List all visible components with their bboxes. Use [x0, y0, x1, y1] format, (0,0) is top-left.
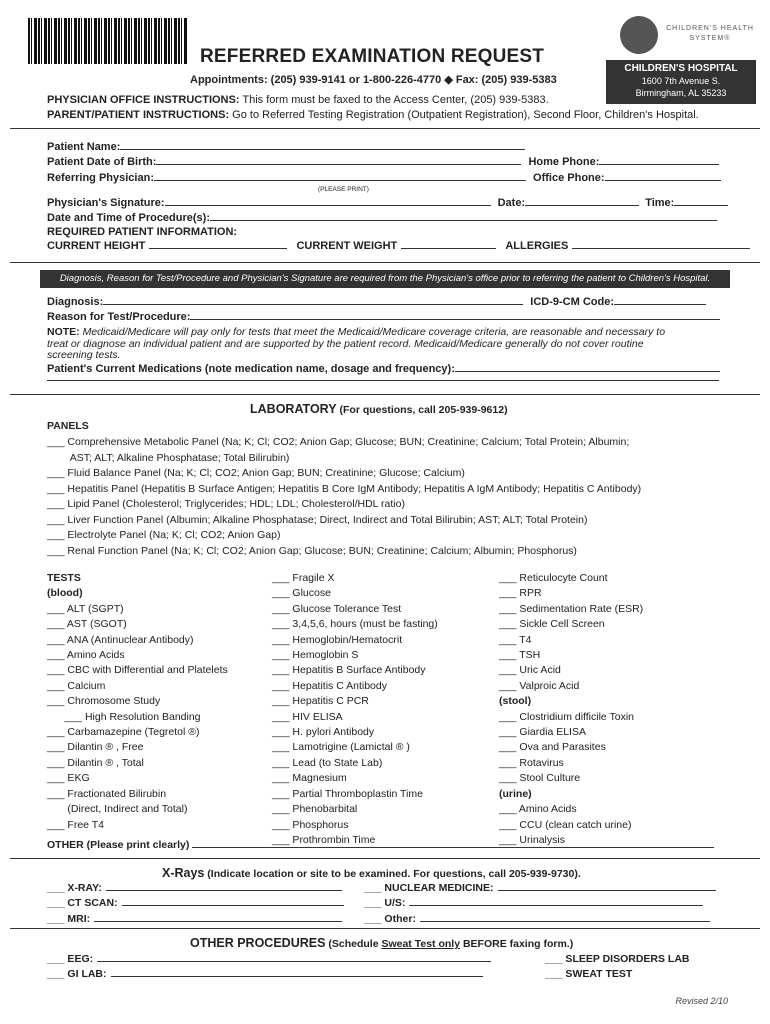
test-item[interactable]: ___ 3,4,5,6, hours (must be fasting)	[272, 618, 438, 631]
xray-right-column: ___ NUCLEAR MEDICINE: ___ U/S: ___ Other:	[364, 881, 716, 927]
other-procedures-heading: OTHER PROCEDURES (Schedule Sweat Test only BEFORE faxing form.)	[190, 936, 574, 950]
dob-row: Patient Date of Birth: Home Phone:	[47, 156, 719, 168]
test-item[interactable]: ___ Fractionated Bilirubin	[47, 787, 167, 800]
test-item[interactable]: ___ Phosphorus	[272, 818, 349, 831]
barcode	[28, 18, 188, 64]
medications-row: Patient's Current Medications (note medication name, dosage and frequency):	[47, 363, 720, 375]
test-item[interactable]: ___ Carbamazepine (Tegretol ®)	[47, 726, 200, 739]
divider	[10, 394, 760, 395]
referring-row: Referring Physician: Office Phone:	[47, 172, 721, 184]
logo-text: CHILDREN'S HEALTH SYSTEM®	[666, 25, 754, 42]
test-item[interactable]: ___ Uric Acid	[499, 664, 561, 677]
ct-scan-field[interactable]	[122, 905, 344, 906]
other-field[interactable]	[192, 847, 714, 848]
referring-physician-field[interactable]	[154, 180, 526, 181]
test-item[interactable]: ___ Hepatitis C PCR	[272, 695, 369, 708]
test-item[interactable]: ___ High Resolution Banding	[47, 710, 201, 723]
reason-row: Reason for Test/Procedure:	[47, 311, 720, 323]
test-item[interactable]: ___ HIV ELISA	[272, 710, 343, 723]
other-imaging-field[interactable]	[420, 921, 710, 922]
panel-item[interactable]: ___ Electrolyte Panel (Na; K; Cl; CO2; Anion Gap)	[47, 529, 281, 541]
test-item[interactable]: ___ Rotavirus	[499, 756, 564, 769]
test-item[interactable]: ___ Free T4	[47, 818, 105, 831]
test-item[interactable]: ___ Sedimentation Rate (ESR)	[499, 602, 644, 615]
test-item[interactable]: ___ T4	[499, 633, 532, 646]
medicaid-note: NOTE: Medicaid/Medicare will pay only for tests that meet the Medicaid/Medicare coverage criteria, are reasonable and necessary to treat or diagnose an individual patient and are supported by the patient record. Medicaid/Medicare generally do not cover routine screening tests.	[47, 326, 666, 361]
mri-field[interactable]	[94, 921, 342, 922]
test-item[interactable]: ___ Hemoglobin/Hematocrit	[272, 633, 403, 646]
panel-item[interactable]: ___ Renal Function Panel (Na; K; Cl; CO2; Anion Gap; Glucose; BUN; Creatinine; Calcium; Albumin; Phosphorus)	[47, 544, 577, 557]
measurements-row: CURRENT HEIGHT CURRENT WEIGHT ALLERGIES	[47, 240, 750, 252]
urine-label: (urine)	[499, 787, 532, 800]
revision-note: Revised 2/10	[675, 996, 728, 1006]
reason-field[interactable]	[190, 319, 720, 320]
medications-field[interactable]	[455, 371, 720, 372]
dob-field[interactable]	[156, 164, 521, 165]
panels-list	[47, 435, 641, 559]
test-item[interactable]: ___ Reticulocyte Count	[499, 572, 608, 584]
xray-left-column: ___ X-RAY: ___ CT SCAN: ___ MRI:	[47, 881, 344, 927]
other-row: OTHER (Please print clearly)	[47, 839, 714, 851]
test-item[interactable]: ___ EKG	[47, 772, 90, 785]
test-item[interactable]: ___ Prothrombin Time	[272, 833, 376, 846]
test-item[interactable]: ___ RPR	[499, 587, 542, 600]
tests-column-3	[499, 571, 643, 848]
diagnosis-field[interactable]	[103, 304, 523, 305]
test-item[interactable]: ___ Fragile X	[272, 572, 335, 584]
panel-item[interactable]: ___ Fluid Balance Panel (Na; K; Cl; CO2; Anion Gap; BUN; Creatinine; Glucose; Calcium)	[47, 467, 465, 479]
medications-line-2[interactable]	[47, 380, 719, 381]
test-item[interactable]: ___ Sickle Cell Screen	[499, 618, 605, 631]
eeg-field[interactable]	[97, 961, 491, 962]
test-item[interactable]: ___ Glucose	[272, 587, 331, 600]
hospital-name: CHILDREN'S HOSPITAL	[624, 63, 738, 74]
allergies-field[interactable]	[572, 248, 750, 249]
tests-column-1	[47, 571, 228, 833]
test-item[interactable]: ___ Giardia ELISA	[499, 726, 586, 739]
panel-item: AST; ALT; Alkaline Phosphatase; Total Bilirubin)	[47, 451, 290, 464]
test-item-note: (Direct, Indirect and Total)	[47, 803, 188, 816]
procedure-date-field[interactable]	[210, 220, 717, 221]
divider	[10, 928, 760, 929]
test-item[interactable]: ___ CBC with Differential and Platelets	[47, 664, 228, 677]
signature-field[interactable]	[165, 205, 491, 206]
xray-heading: X-Rays (Indicate location or site to be examined. For questions, call 205-939-9730).	[162, 866, 581, 880]
parent-instructions: PARENT/PATIENT INSTRUCTIONS: Go to Referred Testing Registration (Outpatient Registration), Second Floor, Children's Hospital.	[47, 109, 699, 121]
time-field[interactable]	[674, 205, 728, 206]
panel-item[interactable]: ___ Lipid Panel (Cholesterol; Triglycerides; HDL; LDL; Cholesterol/HDL ratio)	[47, 498, 405, 510]
test-item[interactable]: ___ Magnesium	[272, 772, 347, 785]
hospital-box	[606, 60, 756, 104]
required-banner: Diagnosis, Reason for Test/Procedure and Physician's Signature are required from the Physician's office prior to referring the patient to Children's Hospital.	[40, 270, 730, 288]
gi-lab-field[interactable]	[111, 976, 483, 977]
test-item[interactable]: ___ CCU (clean catch urine)	[499, 818, 632, 831]
test-item[interactable]: ___ Lead (to State Lab)	[272, 756, 383, 769]
panel-item[interactable]: ___ Comprehensive Metabolic Panel (Na; K; Cl; CO2; Anion Gap; Glucose; BUN; Creatinine; Calcium; Total Protein; Albumin;	[47, 436, 630, 448]
panel-item[interactable]: ___ Liver Function Panel (Albumin; Alkaline Phosphatase; Direct, Indirect and Total Bilirubin; AST; ALT; Total Protein)	[47, 513, 588, 526]
xray-field[interactable]	[106, 890, 342, 891]
us-field[interactable]	[409, 905, 703, 906]
sleep-lab-item[interactable]: ___ SLEEP DISORDERS LAB	[545, 953, 690, 965]
form-title: REFERRED EXAMINATION REQUEST	[200, 46, 545, 67]
nuclear-medicine-field[interactable]	[498, 890, 716, 891]
office-phone-field[interactable]	[605, 180, 721, 181]
test-item[interactable]: ___ Dilantin ® , Total	[47, 756, 144, 769]
test-item[interactable]: ___ Stool Culture	[499, 772, 581, 785]
test-item[interactable]: ___ Chromosome Study	[47, 695, 161, 708]
panels-label: PANELS	[47, 420, 89, 432]
signature-row: Physician's Signature: Date: Time:	[47, 197, 728, 209]
test-item[interactable]: ___ Lamotrigine (Lamictal ® )	[272, 741, 410, 754]
test-item[interactable]: ___ Hepatitis C Antibody	[272, 679, 387, 692]
test-item[interactable]: ___ Hemoglobin S	[272, 649, 359, 662]
test-item[interactable]: ___ Amino Acids	[499, 803, 577, 816]
test-item[interactable]: ___ Urinalysis	[499, 833, 565, 846]
test-item[interactable]: ___ Clostridium difficile Toxin	[499, 710, 635, 723]
procedure-date-row: Date and Time of Procedure(s):	[47, 212, 717, 224]
physician-instructions: PHYSICIAN OFFICE INSTRUCTIONS: This form must be faxed to the Access Center, (205) 939-5383.	[47, 94, 549, 106]
blood-label: (blood)	[47, 587, 83, 600]
divider	[10, 128, 760, 129]
height-field[interactable]	[149, 248, 287, 249]
test-item[interactable]: ___ Dilantin ® , Free	[47, 741, 144, 754]
stool-label: (stool)	[499, 695, 532, 708]
icd-code-field[interactable]	[614, 304, 706, 305]
test-item[interactable]: ___ Hepatitis B Surface Antibody	[272, 664, 426, 677]
hospital-address-2: Birmingham, AL 35233	[635, 88, 727, 98]
appointments-line: Appointments: (205) 939-9141 or 1-800-226-4770 ◆ Fax: (205) 939-5383	[190, 74, 557, 86]
test-item[interactable]: ___ Ova and Parasites	[499, 741, 606, 754]
procedures-right-column	[545, 952, 690, 983]
sweat-test-item[interactable]: ___ SWEAT TEST	[545, 968, 633, 981]
test-item[interactable]: ___ Calcium	[47, 679, 106, 692]
test-item[interactable]: ___ TSH	[499, 649, 541, 662]
test-item[interactable]: ___ Valproic Acid	[499, 679, 580, 692]
laboratory-heading: LABORATORY (For questions, call 205-939-9612)	[250, 402, 508, 416]
tests-label: TESTS	[47, 572, 81, 584]
hospital-logo-icon	[620, 16, 658, 54]
divider	[10, 262, 760, 263]
test-item[interactable]: ___ Phenobarbital	[272, 803, 358, 816]
test-item[interactable]: ___ Glucose Tolerance Test	[272, 602, 402, 615]
home-phone-field[interactable]	[599, 164, 719, 165]
tests-column-2	[272, 571, 438, 848]
date-field[interactable]	[525, 205, 639, 206]
test-item[interactable]: ___ Partial Thromboplastin Time	[272, 787, 423, 800]
test-item[interactable]: ___ AST (SGOT)	[47, 618, 127, 631]
please-print: (PLEASE PRINT)	[318, 186, 369, 193]
procedures-left-column: ___ EEG: ___ GI LAB:	[47, 952, 491, 983]
test-item[interactable]: ___ ANA (Antinuclear Antibody)	[47, 633, 194, 646]
divider	[10, 858, 760, 859]
patient-name-field[interactable]	[120, 149, 525, 150]
panel-item[interactable]: ___ Hepatitis Panel (Hepatitis B Surface Antigen; Hepatitis B Core IgM Antibody; Hepatitis A IgM Antibody; Hepatitis C Antibody)	[47, 482, 642, 495]
test-item[interactable]: ___ ALT (SGPT)	[47, 602, 124, 615]
patient-name-row: Patient Name:	[47, 141, 525, 153]
diagnosis-row: Diagnosis: ICD-9-CM Code:	[47, 296, 706, 308]
required-label: REQUIRED PATIENT INFORMATION:	[47, 226, 238, 238]
test-item[interactable]: ___ Amino Acids	[47, 649, 125, 662]
hospital-address-1: 1600 7th Avenue S.	[641, 76, 721, 86]
test-item[interactable]: ___ H. pylori Antibody	[272, 726, 375, 739]
weight-field[interactable]	[401, 248, 496, 249]
